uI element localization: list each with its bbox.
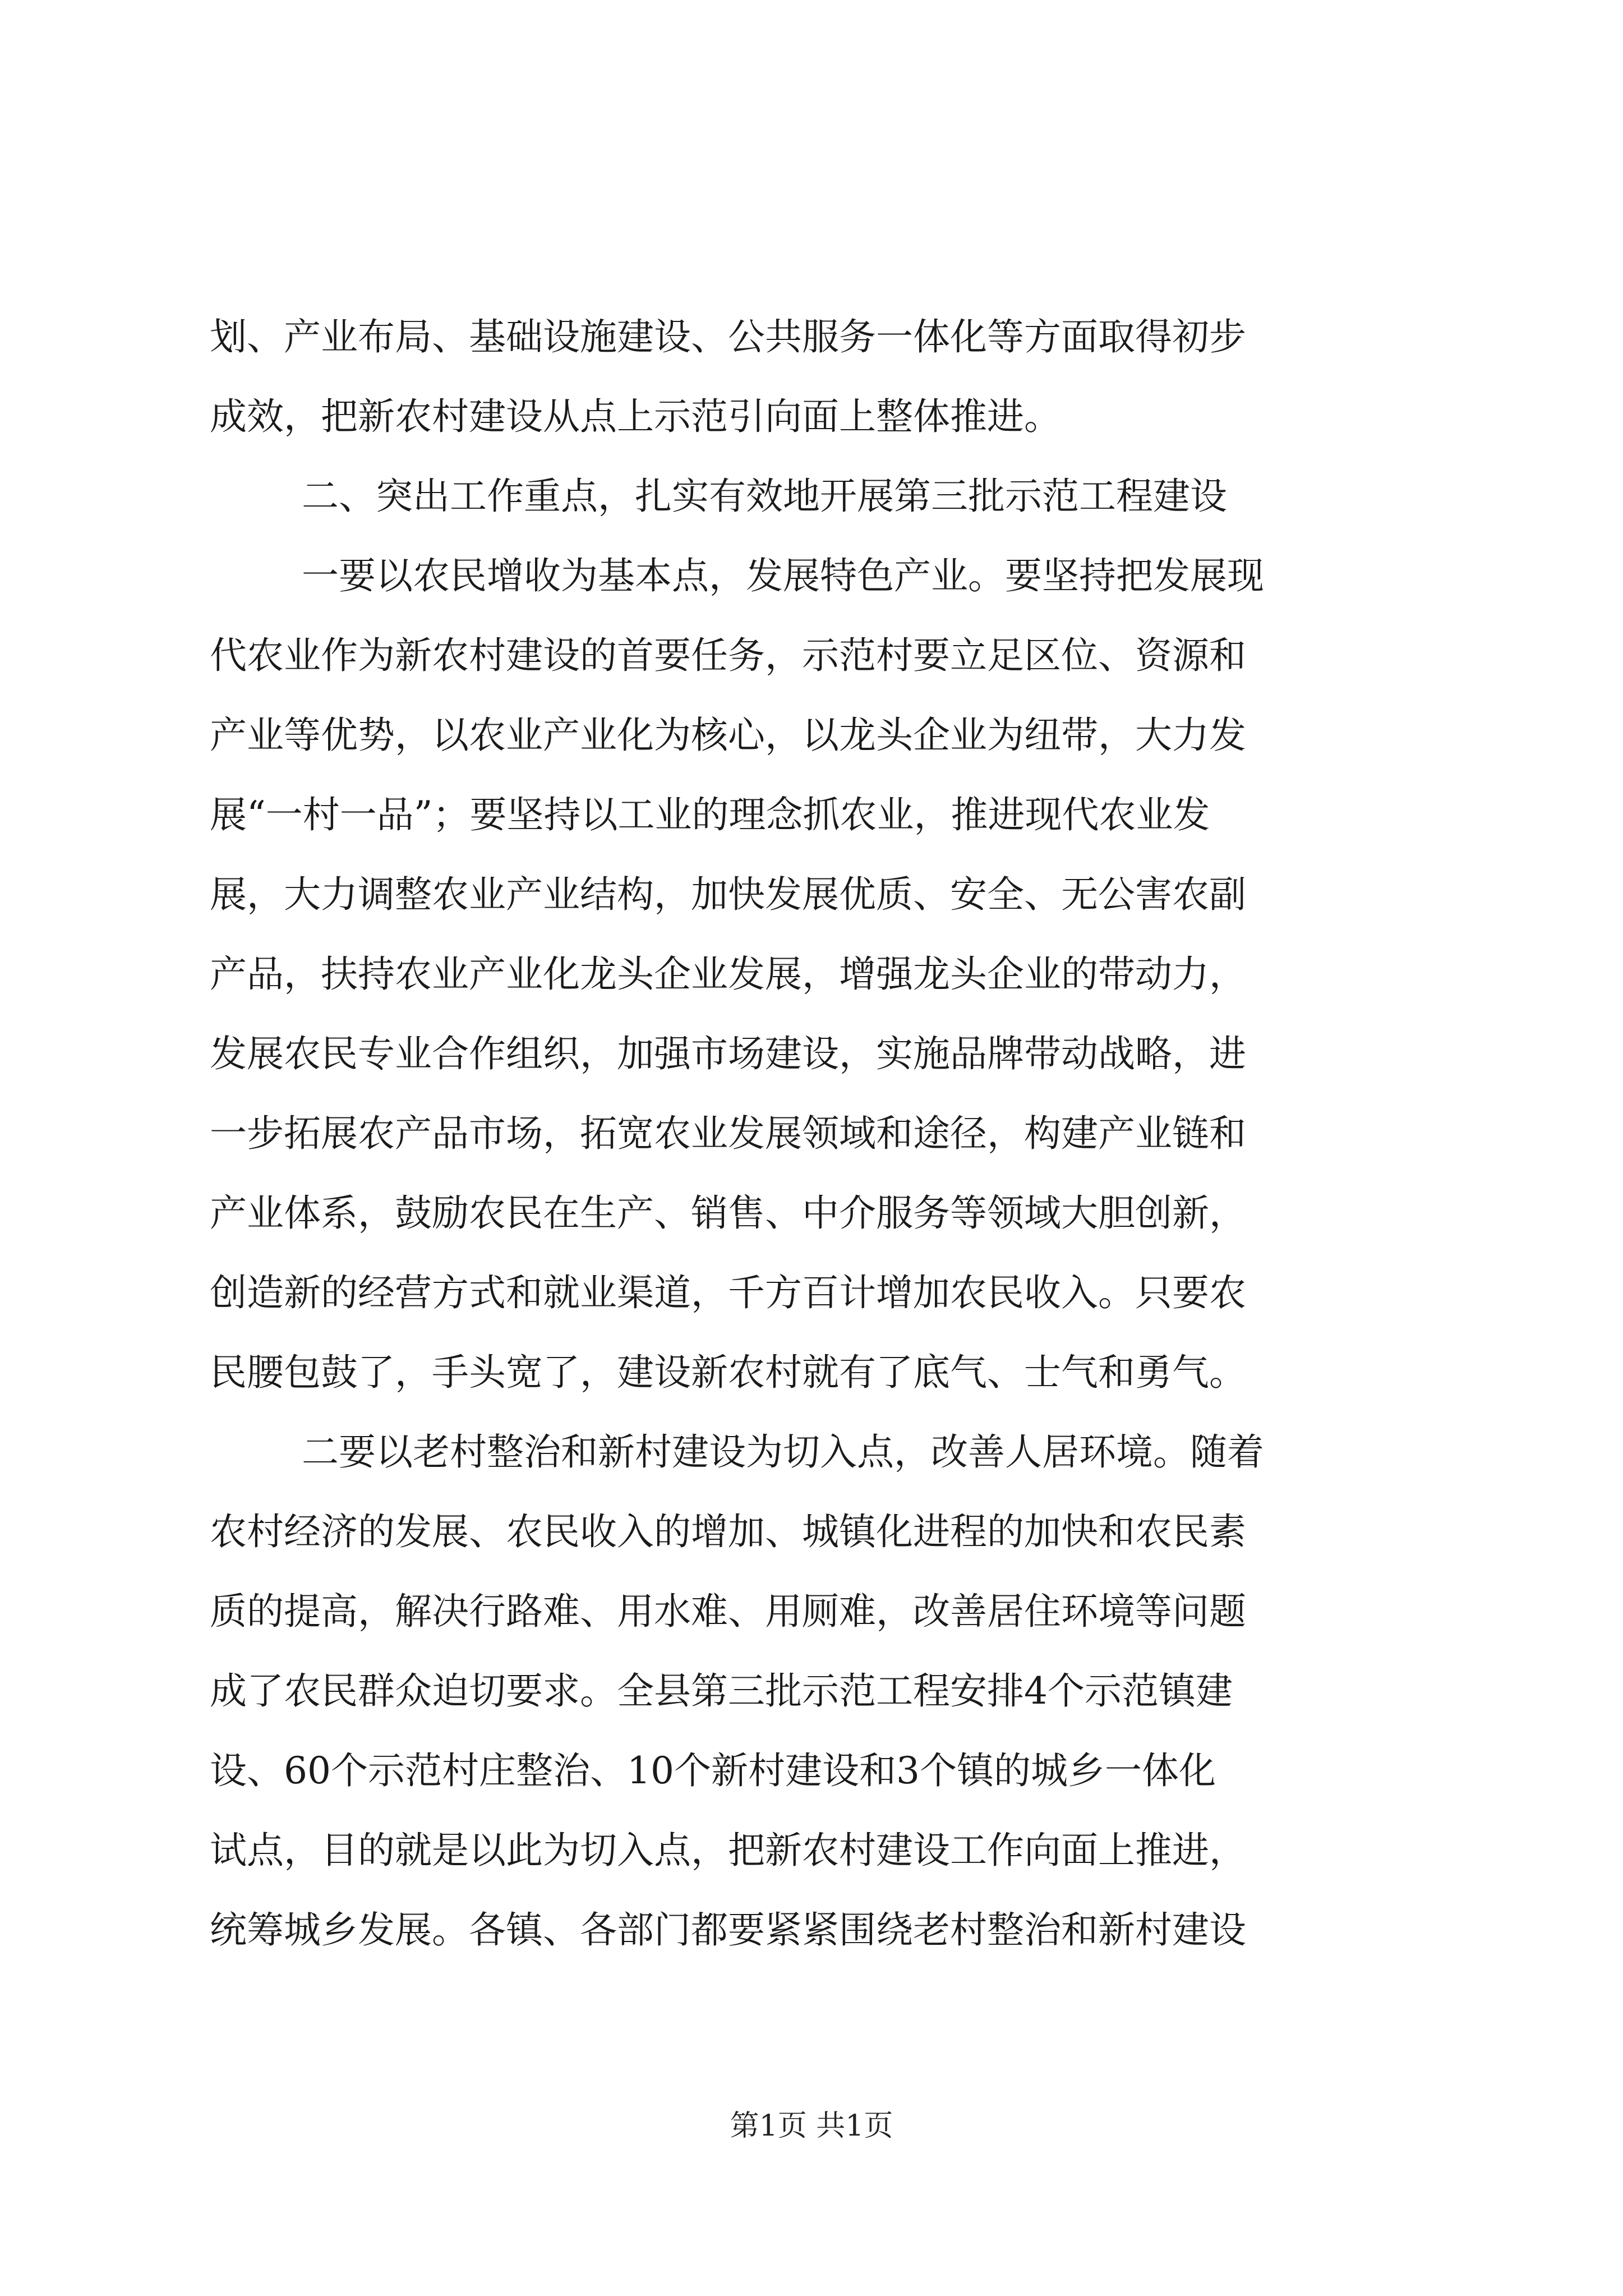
text-line: 代农业作为新农村建设的首要任务，示范村要立足区位、资源和	[210, 634, 1246, 677]
heading-line: 二、突出工作重点，扎实有效地开展第三批示范工程建设	[302, 475, 1227, 518]
paragraph-4	[210, 1412, 1415, 1970]
text-line: 创造新的经营方式和就业渠道，千方百计增加农民收入。只要农	[210, 1271, 1246, 1314]
text-line: 产业体系，鼓励农民在生产、销售、中介服务等领域大胆创新，	[210, 1191, 1246, 1235]
text-line: 一要以农民增收为基本点，发展特色产业。要坚持把发展现	[302, 554, 1264, 597]
text-line: 民腰包鼓了，手头宽了，建设新农村就有了底气、士气和勇气。	[210, 1351, 1246, 1394]
text-line: 质的提高，解决行路难、用水难、用厕难，改善居住环境等问题	[210, 1590, 1246, 1633]
text-line: 试点，目的就是以此为切入点，把新农村建设工作向面上推进，	[210, 1829, 1246, 1872]
text-line: 发展农民专业合作组织，加强市场建设，实施品牌带动战略，进	[210, 1032, 1246, 1075]
text-line: 产业等优势，以农业产业化为核心，以龙头企业为纽带，大力发	[210, 714, 1246, 757]
text-line: 成效，把新农村建设从点上示范引向面上整体推进。	[210, 395, 1061, 438]
text-line: 设、60个示范村庄整治、10个新村建设和3个镇的城乡一体化	[210, 1749, 1216, 1792]
text-line: 成了农民群众迫切要求。全县第三批示范工程安排4个示范镇建	[210, 1669, 1233, 1713]
document-body	[210, 297, 1415, 1970]
text-line: 统筹城乡发展。各镇、各部门都要紧紧围绕老村整治和新村建设	[210, 1908, 1246, 1952]
section-heading	[210, 457, 1415, 536]
text-line: 划、产业布局、基础设施建设、公共服务一体化等方面取得初步	[210, 315, 1246, 358]
page-footer: 第1页 共1页	[730, 2109, 893, 2143]
text-line: 二要以老村整治和新村建设为切入点，改善人居环境。随着	[302, 1430, 1264, 1474]
text-line: 一步拓展农产品市场，拓宽农业发展领域和途径，构建产业链和	[210, 1112, 1246, 1155]
paragraph-3	[210, 536, 1415, 1412]
paragraph-1	[210, 297, 1415, 457]
text-line: 展“一村一品”；要坚持以工业的理念抓农业，推进现代农业发	[210, 793, 1210, 836]
text-line: 农村经济的发展、农民收入的增加、城镇化进程的加快和农民素	[210, 1510, 1246, 1553]
text-line: 展，大力调整农业产业结构，加快发展优质、安全、无公害农副	[210, 873, 1246, 916]
text-line: 产品，扶持农业产业化龙头企业发展，增强龙头企业的带动力，	[210, 953, 1246, 996]
